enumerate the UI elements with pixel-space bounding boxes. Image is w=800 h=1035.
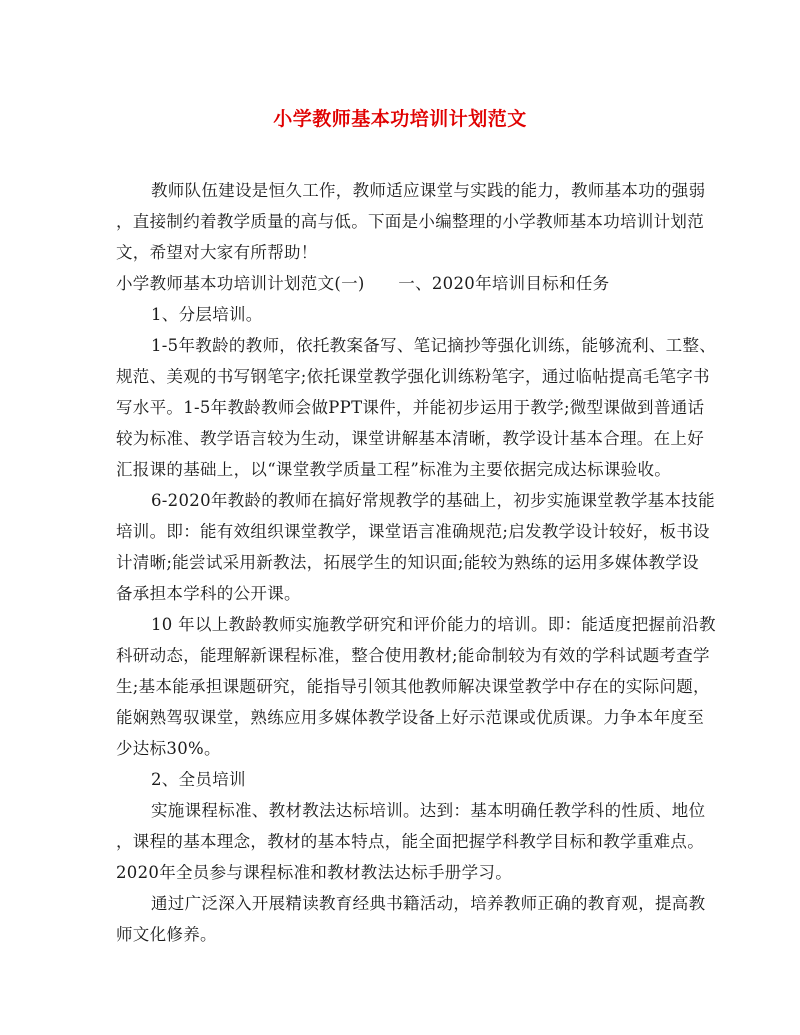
paragraph-line: 规范、美观的书写钢笔字;依托课堂教学强化训练粉笔字，通过临帖提高毛笔字书 — [116, 367, 710, 386]
paragraph-line: 通过广泛深入开展精读教育经典书籍活动，培养教师正确的教育观，提高教 — [151, 894, 706, 913]
paragraph-line: 较为标准、教学语言较为生动，课堂讲解基本清晰，教学设计基本合理。在上好 — [116, 429, 704, 448]
paragraph-line: 6-2020年教龄的教师在搞好常规教学的基础上，初步实施课堂教学基本技能 — [151, 491, 715, 510]
paragraph-line: 能娴熟驾驭课堂，熟练应用多媒体教学设备上好示范课或优质课。力争本年度至 — [116, 708, 704, 727]
paragraph-line: 教师队伍建设是恒久工作，教师适应课堂与实践的能力，教师基本功的强弱 — [151, 181, 706, 200]
paragraph-line: 小学教师基本功培训计划范文(一) 一、2020年培训目标和任务 — [116, 274, 610, 293]
paragraph-line: 1、分层培训。 — [151, 305, 263, 324]
paragraph-line: ，课程的基本理念，教材的基本特点，能全面把握学科教学目标和教学重难点。 — [116, 832, 704, 851]
paragraph-line: 科研动态，能理解新课程标准，整合使用教材;能命制较为有效的学科试题考查学 — [116, 646, 710, 665]
paragraph-line: 计清晰;能尝试采用新教法，拓展学生的知识面;能较为熟练的运用多媒体教学设 — [116, 553, 699, 572]
paragraph-line: 2、全员培训 — [151, 770, 246, 789]
paragraph-line: 汇报课的基础上，以“课堂教学质量工程”标准为主要依据完成达标课验收。 — [116, 460, 672, 479]
document-title: 小学教师基本功培训计划范文 — [273, 108, 527, 130]
paragraph-line: 写水平。1-5年教龄教师会做PPT课件，并能初步运用于教学;微型课做到普通话 — [116, 398, 705, 417]
paragraph-line: 生;基本能承担课题研究，能指导引领其他教师解决课堂教学中存在的实际问题， — [116, 677, 710, 696]
paragraph-line: 文，希望对大家有所帮助！ — [116, 243, 318, 262]
paragraph-line: 备承担本学科的公开课。 — [116, 584, 301, 603]
paragraph-line: ，直接制约着教学质量的高与低。下面是小编整理的小学教师基本功培训计划范 — [116, 212, 704, 231]
paragraph-line: 师文化修养。 — [116, 925, 217, 944]
paragraph-line: 10 年以上教龄教师实施教学研究和评价能力的培训。即：能适度把握前沿教 — [151, 615, 716, 634]
paragraph-line: 2020年全员参与课程标准和教材教法达标手册学习。 — [116, 863, 512, 882]
paragraph-line: 培训。即：能有效组织课堂教学，课堂语言准确规范;启发教学设计较好，板书设 — [116, 522, 710, 541]
paragraph-line: 实施课程标准、教材教法达标培训。达到：基本明确任教学科的性质、地位 — [151, 801, 706, 820]
paragraph-line: 少达标30%。 — [116, 739, 221, 758]
paragraph-line: 1-5年教龄的教师，依托教案备写、笔记摘抄等强化训练，能够流利、工整、 — [151, 336, 717, 355]
